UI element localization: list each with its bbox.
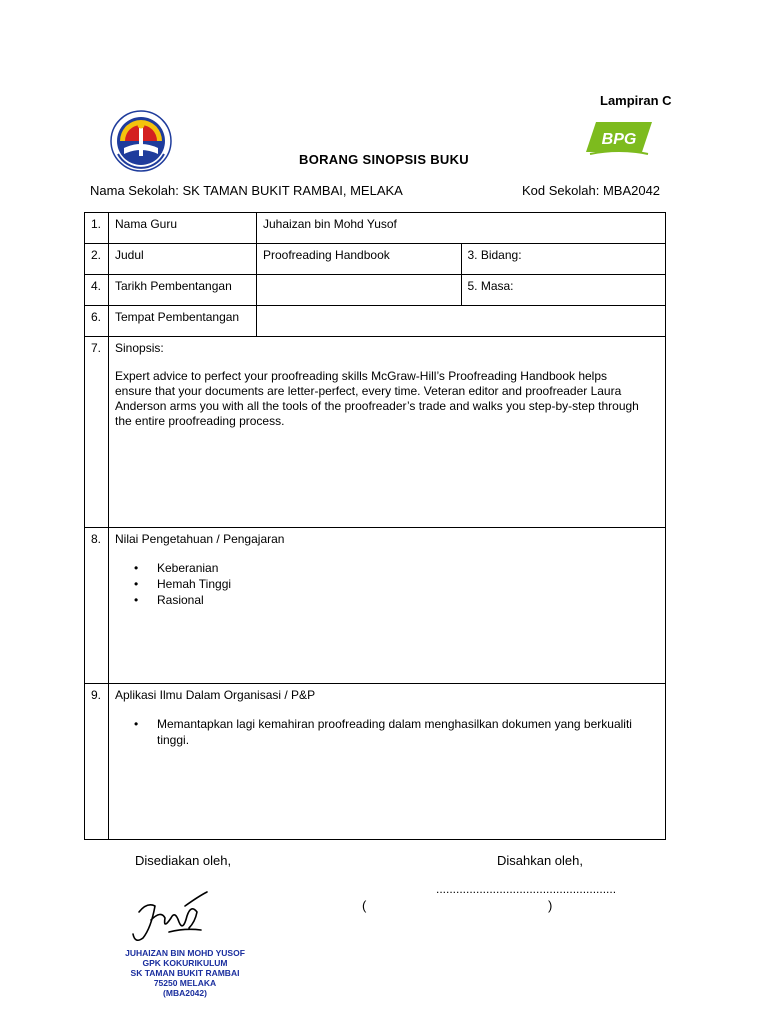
row-number: 8. xyxy=(85,528,109,684)
stamp-line: GPK KOKURIKULUM xyxy=(142,958,228,968)
school-name: Nama Sekolah: SK TAMAN BUKIT RAMBAI, MELAKA xyxy=(90,183,403,198)
list-item: • Memantapkan lagi kemahiran proofreading dalam menghasilkan dokumen yang berkualiti tinggi. xyxy=(157,716,642,748)
form-title: BORANG SINOPSIS BUKU xyxy=(299,152,469,167)
field-label-presentation-venue: Tempat Pembentangan xyxy=(109,306,257,337)
table-row xyxy=(85,244,666,275)
stamp-line: SK TAMAN BUKIT RAMBAI xyxy=(130,968,240,978)
values-cell[interactable] xyxy=(109,528,666,684)
field-label-presentation-date: Tarikh Pembentangan xyxy=(109,275,257,306)
application-cell[interactable] xyxy=(109,684,666,840)
stamp-line: 75250 MELAKA xyxy=(153,978,217,988)
row-number: 1. xyxy=(85,213,109,244)
table-row xyxy=(85,306,666,337)
field-value-teacher-name[interactable]: Juhaizan bin Mohd Yusof xyxy=(257,213,666,244)
list-item: • Rasional xyxy=(157,592,660,608)
signature-icon xyxy=(125,888,215,950)
prepared-by-label: Disediakan oleh, xyxy=(135,853,232,868)
approved-by-label: Disahkan oleh, xyxy=(497,853,583,868)
row-number: 7. xyxy=(85,337,109,528)
official-stamp xyxy=(100,948,270,998)
table-row xyxy=(85,213,666,244)
row-number: 4. xyxy=(85,275,109,306)
table-row xyxy=(85,337,666,528)
synopsis-cell[interactable] xyxy=(109,337,666,528)
table-row xyxy=(85,528,666,684)
values-list xyxy=(115,560,660,608)
values-label: Nilai Pengetahuan / Pengajaran xyxy=(115,532,285,546)
row-number: 6. xyxy=(85,306,109,337)
stamp-line: (MBA2042) xyxy=(163,988,207,998)
school-code: Kod Sekolah: MBA2042 xyxy=(522,183,661,198)
bpg-logo-text: BPG xyxy=(601,131,637,148)
field-value-presentation-date[interactable] xyxy=(257,275,462,306)
row-number: 2. xyxy=(85,244,109,275)
appendix-label: Lampiran C xyxy=(600,93,672,108)
row-number: 9. xyxy=(85,684,109,840)
field-field-of-study[interactable]: 3. Bidang: xyxy=(461,244,666,275)
stamp-line: JUHAIZAN BIN MOHD YUSOF xyxy=(125,948,245,958)
list-item: • Hemah Tinggi xyxy=(157,576,660,592)
field-label-title: Judul xyxy=(109,244,257,275)
synopsis-text: Expert advice to perfect your proofreading skills McGraw-Hill’s Proofreading Handbook helps ensure that your documents are letter-perfect, every time. Veteran editor and proofreader Laura Anderson arms you with all the tools of the proofreader’s trade and walks you step-by-step through the entire proofreading process. xyxy=(115,369,639,428)
table-row xyxy=(85,684,666,840)
field-value-title[interactable]: Proofreading Handbook xyxy=(257,244,462,275)
paren-close: ) xyxy=(548,898,553,913)
table-row xyxy=(85,275,666,306)
synopsis-label: Sinopsis: xyxy=(115,341,164,355)
signature-line: ...................................................... xyxy=(436,882,617,896)
synopsis-form-table xyxy=(84,212,666,840)
field-time[interactable]: 5. Masa: xyxy=(461,275,666,306)
paren-open: ( xyxy=(362,898,367,913)
field-label-teacher-name: Nama Guru xyxy=(109,213,257,244)
field-value-presentation-venue[interactable] xyxy=(257,306,666,337)
list-item: • Keberanian xyxy=(157,560,660,576)
application-list xyxy=(115,716,642,748)
application-label: Aplikasi Ilmu Dalam Organisasi / P&P xyxy=(115,688,316,702)
